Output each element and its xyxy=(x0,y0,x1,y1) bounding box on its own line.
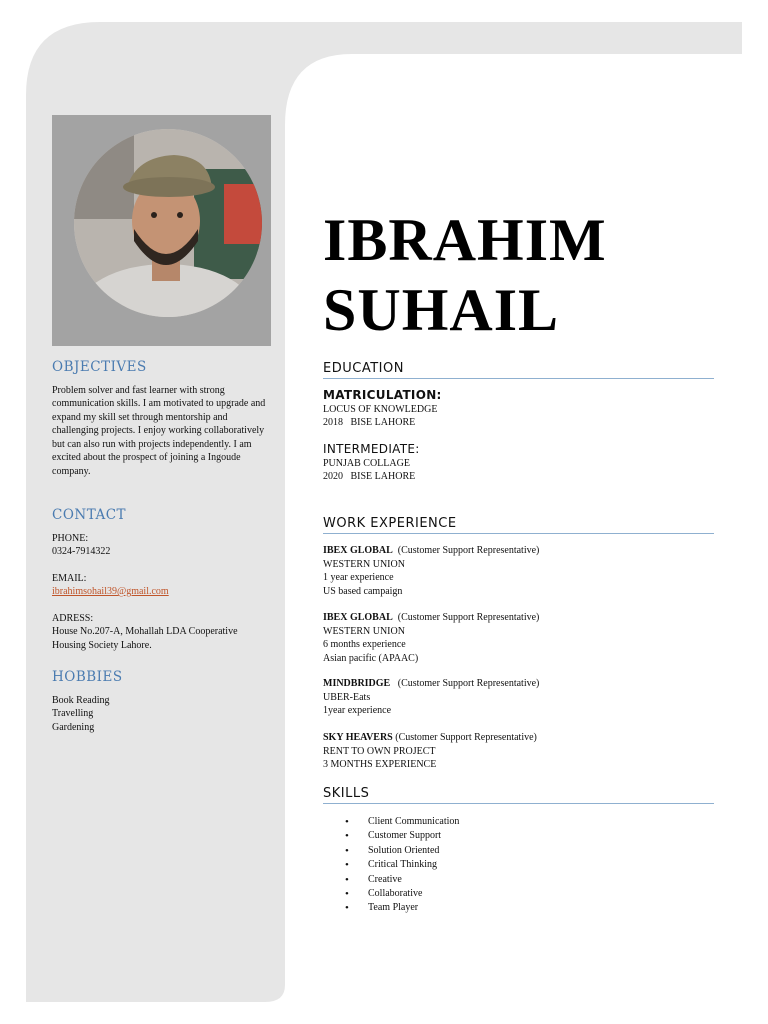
contact-section xyxy=(52,509,267,652)
education-entry xyxy=(323,389,723,430)
job-company: IBEX GLOBAL xyxy=(323,612,393,623)
education-entry xyxy=(323,443,723,484)
job-detail: Asian pacific (APAAC) xyxy=(323,652,419,664)
job-detail: 6 months experience xyxy=(323,639,406,650)
first-name: IBRAHIM xyxy=(323,207,607,273)
education-level: MATRICULATION: xyxy=(323,388,442,402)
education-heading: EDUCATION xyxy=(323,361,714,379)
job-detail: WESTERN UNION xyxy=(323,625,405,637)
job-entry xyxy=(323,611,723,665)
profile-photo xyxy=(74,129,262,317)
job-detail: 3 MONTHS EXPERIENCE xyxy=(323,759,437,770)
job-entry xyxy=(323,731,723,772)
hobby-item: Gardening xyxy=(52,721,95,733)
job-role: (Customer Support Representative) xyxy=(392,612,540,623)
job-role: (Customer Support Representative) xyxy=(392,545,540,556)
email-link[interactable]: ibrahimsohail39@gmail.com xyxy=(52,586,169,597)
email-label: EMAIL: xyxy=(52,572,87,584)
education-school: PUNJAB COLLAGE xyxy=(323,457,410,469)
education-level: INTERMEDIATE: xyxy=(323,442,420,456)
profile-photo-frame xyxy=(52,115,271,346)
objectives-text: Problem solver and fast learner with strong communication skills. I am motivated to upgrade and expand my skill set through mentorship and challenging projects. I enjoy working collaboratively but can also run with projects independently. I am excited about the prospect of joining a Ingoude company. xyxy=(52,384,266,477)
hobby-item: Book Reading xyxy=(52,694,110,706)
job-company: MINDBRIDGE xyxy=(323,678,391,689)
job-company: IBEX GLOBAL xyxy=(323,545,393,556)
skill-item: • Creative xyxy=(345,873,459,887)
person-photo-icon xyxy=(74,129,262,317)
objectives-section xyxy=(52,361,267,478)
job-detail: US based campaign xyxy=(323,585,403,597)
skill-item: • Client Communication xyxy=(345,815,459,829)
address-label: ADRESS: xyxy=(52,612,94,624)
last-name: SUHAIL xyxy=(323,277,560,343)
job-entry xyxy=(323,677,723,718)
job-detail: 1 year experience xyxy=(323,572,394,583)
job-detail: UBER-Eats xyxy=(323,691,371,703)
job-detail: RENT TO OWN PROJECT xyxy=(323,745,436,757)
job-detail: 1year experience xyxy=(323,705,392,716)
hobbies-section xyxy=(52,671,267,734)
skill-item: • Collaborative xyxy=(345,887,459,901)
skill-item: • Team Player xyxy=(345,901,459,915)
education-detail: 2018 BISE LAHORE xyxy=(323,417,416,428)
job-role: (Customer Support Representative) xyxy=(390,678,540,689)
phone-label: PHONE: xyxy=(52,532,89,544)
hobbies-heading: HOBBIES xyxy=(52,669,123,685)
skills-list xyxy=(345,815,459,916)
objectives-heading: OBJECTIVES xyxy=(52,359,147,375)
skills-heading: SKILLS xyxy=(323,786,714,804)
address-value: House No.207-A, Mohallah LDA Cooperative Housing Society Lahore. xyxy=(52,626,238,651)
job-detail: WESTERN UNION xyxy=(323,558,405,570)
skill-item: • Critical Thinking xyxy=(345,858,459,872)
contact-heading: CONTACT xyxy=(52,507,127,523)
phone-value: 0324-7914322 xyxy=(52,546,111,557)
education-detail: 2020 BISE LAHORE xyxy=(323,471,416,482)
skill-item: • Customer Support xyxy=(345,829,459,843)
job-entry xyxy=(323,544,723,598)
work-experience-heading: WORK EXPERIENCE xyxy=(323,516,714,534)
job-role: (Customer Support Representative) xyxy=(392,732,537,743)
hobby-item: Travelling xyxy=(52,708,94,719)
education-school: LOCUS OF KNOWLEDGE xyxy=(323,403,438,415)
job-company: SKY HEAVERS xyxy=(323,732,393,743)
skill-item: • Solution Oriented xyxy=(345,844,459,858)
full-name xyxy=(323,205,607,345)
